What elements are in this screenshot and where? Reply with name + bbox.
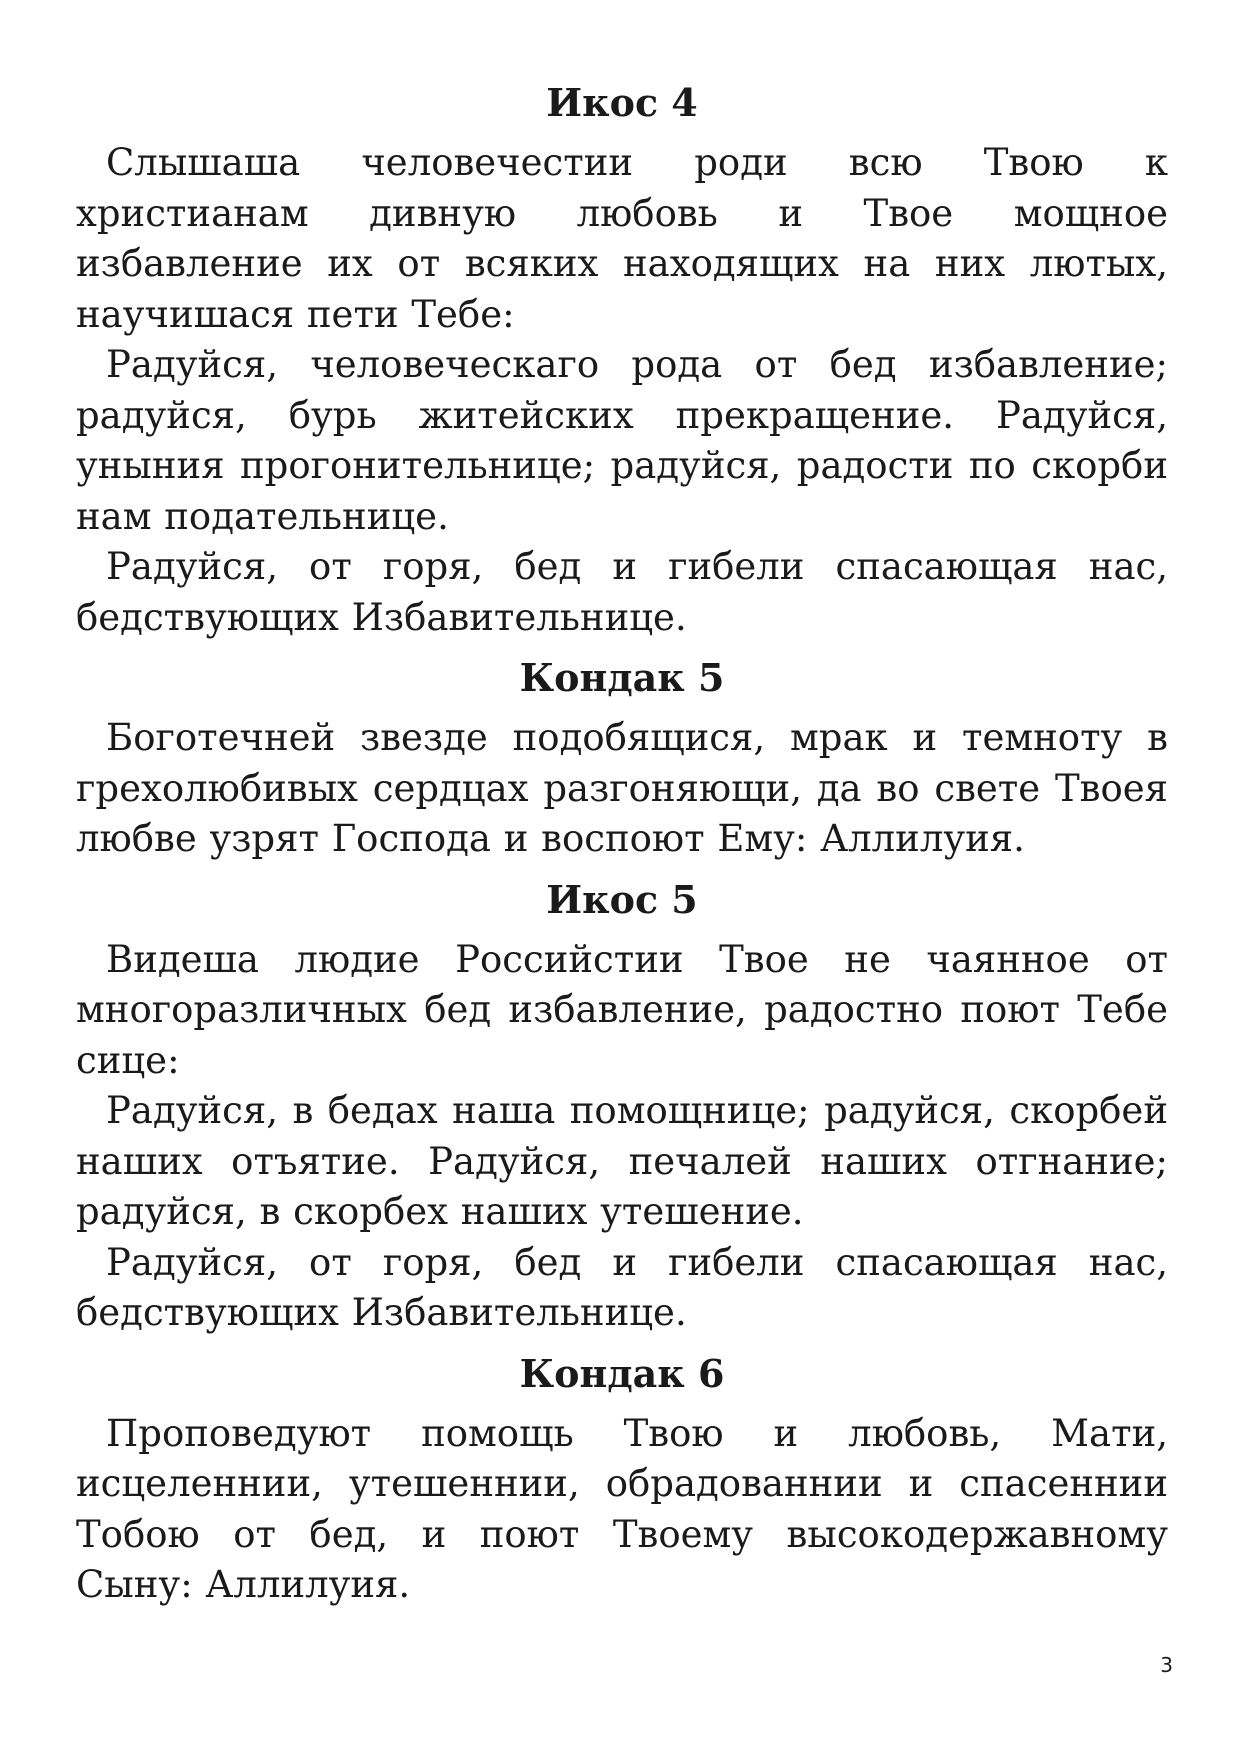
section-kondak-6 (76, 1349, 1168, 1611)
paragraph: Боготечней звезде подобящися, мрак и темноту в грехолюбивых сердцах разгоняющи, да во свете Твоея любве узрят Господа и воспоют Ему: Аллилуия. (76, 716, 1168, 860)
section-heading: Кондак 5 (519, 655, 725, 700)
page-number: 3 (1160, 1653, 1173, 1677)
paragraph: Радуйся, от горя, бед и гибели спасающая нас, бедствующих Избавительнице. (76, 1240, 1168, 1334)
paragraph: Радуйся, от горя, бед и гибели спасающая нас, бедствующих Избавительнице. (76, 545, 1168, 639)
document-page (76, 78, 1168, 1611)
paragraph: Слышаша человечестии роди всю Твою к христианам дивную любовь и Твое мощное избавление их от всяких находящих на них лютых, научишася пети Тебе: (76, 141, 1168, 336)
section-heading: Икос 4 (546, 80, 698, 125)
paragraph: Проповедуют помощь Твою и любовь, Мати, исцеленнии, утешеннии, обрадованнии и спасеннии Тобою от бед, и поют Твоему высокодержавному Сыну: Аллилуия. (76, 1411, 1168, 1606)
section-kondak-5 (76, 653, 1168, 865)
paragraph: Видеша людие Российстии Твое не чаянное от многоразличных бед избавление, радостно поют Тебе сице: (76, 937, 1168, 1082)
section-ikos-5 (76, 875, 1168, 1339)
section-heading: Икос 5 (546, 876, 698, 922)
section-heading: Кондак 6 (519, 1350, 725, 1396)
section-ikos-4 (76, 78, 1168, 643)
paragraph: Радуйся, человеческаго рода от бед избавление; радуйся, бурь житейских прекращение. Радуйся, уныния прогонительнице; радуйся, радости по скорби нам подательнице. (76, 343, 1168, 538)
paragraph: Радуйся, в бедах наша помощнице; радуйся, скорбей наших отъятие. Радуйся, печалей наших отгнание; радуйся, в скорбех наших утешение. (76, 1089, 1168, 1233)
